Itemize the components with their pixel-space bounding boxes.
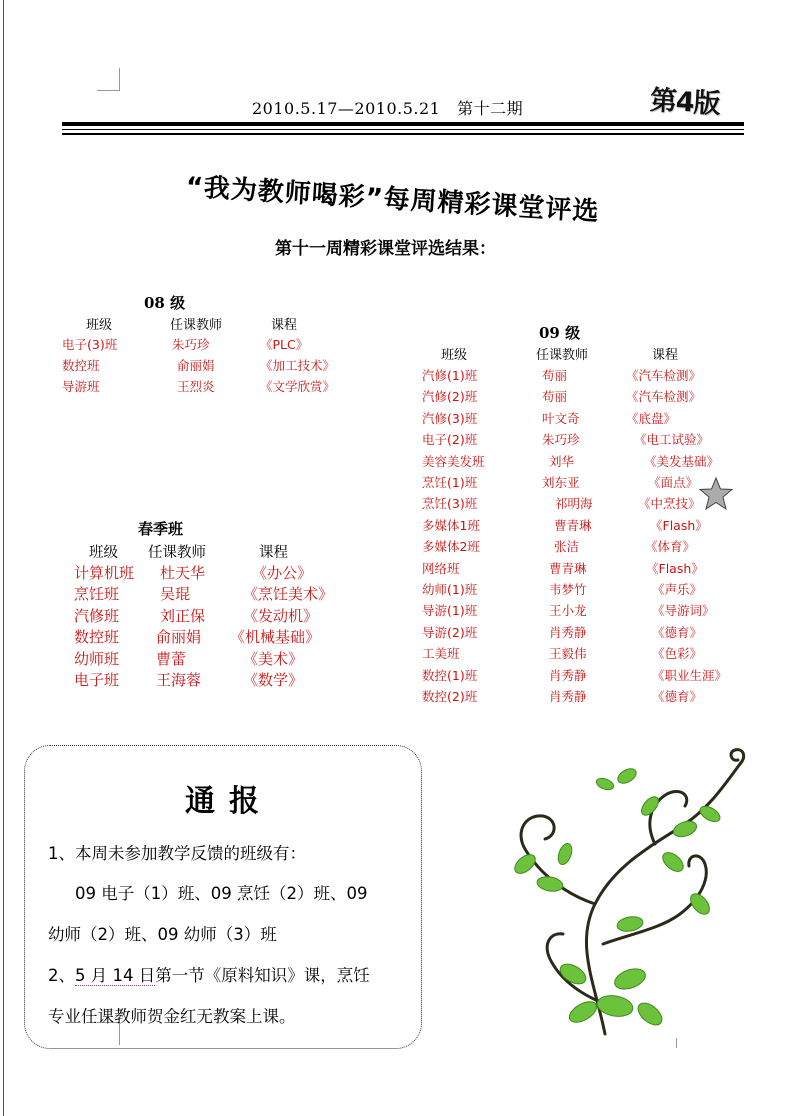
header-rule <box>62 129 744 130</box>
grade08-header-course: 课程 <box>271 318 298 333</box>
spring-header-course: 课程 <box>259 545 288 561</box>
main-title: “我为教师喝彩”每周精彩课堂评选 <box>184 172 601 228</box>
grade09-cell: 祁明海 <box>555 496 593 512</box>
grade08-cell: 朱巧珍 <box>172 337 210 352</box>
notice-line-1: 1、本周未参加教学反馈的班级有： <box>48 844 306 863</box>
grade09-cell: 电子(2)班 <box>422 432 478 448</box>
vine-illustration <box>455 744 755 1036</box>
notice-line-4 <box>48 962 370 986</box>
grade09-cell: 王毅伟 <box>549 646 587 662</box>
grade09-cell: 肖秀静 <box>549 624 587 640</box>
notice-line-3: 幼师（2）班、09 幼师（3）班 <box>48 925 277 944</box>
grade09-cell: 《导游词》 <box>652 603 715 619</box>
grade09-header-course: 课程 <box>652 348 679 363</box>
grade09-cell: 《底盘》 <box>626 410 677 426</box>
notice-line-4-rest: 第一节《原料知识》课，烹饪 <box>155 966 370 985</box>
grade08-cell: 导游班 <box>62 379 100 394</box>
grade09-cell: 美容美发班 <box>422 453 485 469</box>
header-date-issue: 2010.5.17—2010.5.21 第十二期 <box>252 99 524 118</box>
grade09-cell: 多媒体2班 <box>422 539 480 555</box>
grade09-cell: 《Flash》 <box>646 560 704 576</box>
grade08-header-class: 班级 <box>86 318 113 333</box>
grade09-title: 09 级 <box>539 324 581 342</box>
spring-header-teacher: 任课教师 <box>148 545 206 561</box>
grade08-cell: 数控班 <box>62 358 100 373</box>
grade09-cell: 《声乐》 <box>652 582 703 597</box>
grade09-cell: 苟丽 <box>542 368 568 383</box>
grade09-cell: 刘华 <box>549 453 575 469</box>
spring-cell: 《烹饪美术》 <box>243 585 334 603</box>
notice-line-4-prefix: 2、 <box>48 966 75 985</box>
grade08-title: 08 级 <box>144 294 186 312</box>
grade09-cell: 《中烹技》 <box>638 496 701 512</box>
notice-line-4-date: 5 月 14 日 <box>75 966 156 985</box>
grade09-cell: 张洁 <box>554 539 580 555</box>
spring-cell: 幼师班 <box>74 650 120 668</box>
spring-cell: 计算机班 <box>74 564 135 582</box>
grade08-cell: 《加工技术》 <box>260 358 336 373</box>
spring-cell: 《美术》 <box>243 650 304 668</box>
grade09-cell: 曹青琳 <box>549 560 587 576</box>
spring-cell: 《数学》 <box>243 671 304 689</box>
grade08-cell: 电子(3)班 <box>62 337 118 352</box>
grade09-cell: 数控(1)班 <box>422 667 478 683</box>
grade09-cell: 《Flash》 <box>650 517 708 533</box>
grade09-cell: 汽修(1)班 <box>422 368 478 383</box>
grade09-cell: 苟丽 <box>542 389 568 405</box>
grade09-cell: 朱巧珍 <box>542 432 580 448</box>
edition-label: 第4版 <box>649 85 721 120</box>
star-icon <box>697 476 735 512</box>
grade09-cell: 烹饪(1)班 <box>422 475 478 490</box>
grade09-cell: 《职业生涯》 <box>652 667 728 683</box>
spring-header-class: 班级 <box>89 545 118 561</box>
notice-line-5: 专业任课教师贺金红无教案上课。 <box>48 1007 296 1026</box>
grade09-cell: 幼师(1)班 <box>422 582 478 597</box>
grade09-header-class: 班级 <box>441 348 468 363</box>
grade09-cell: 肖秀静 <box>549 667 587 683</box>
grade09-cell: 韦梦竹 <box>549 582 587 597</box>
grade08-header-teacher: 任课教师 <box>170 318 223 333</box>
grade09-cell: 导游(2)班 <box>422 624 478 640</box>
grade09-cell: 曹青琳 <box>554 517 592 533</box>
spring-cell: 王海蓉 <box>156 671 202 689</box>
spring-cell: 《机械基础》 <box>230 628 321 646</box>
crop-mark-top-left <box>97 68 120 91</box>
grade09-cell: 网络班 <box>422 560 460 576</box>
subtitle: 第十一周精彩课堂评选结果： <box>275 239 496 259</box>
spring-cell: 俞丽娟 <box>156 628 202 646</box>
grade08-cell: 俞丽娟 <box>177 358 215 373</box>
grade09-cell: 《面点》 <box>648 475 699 490</box>
spring-cell: 吴琨 <box>160 585 191 603</box>
grade09-header-teacher: 任课教师 <box>536 348 589 363</box>
grade09-cell: 叶文奇 <box>542 410 580 426</box>
grade09-cell: 《美发基础》 <box>644 453 720 469</box>
grade08-cell: 《PLC》 <box>260 337 309 352</box>
grade09-cell: 《德育》 <box>652 624 703 640</box>
spring-cell: 刘正保 <box>160 607 206 625</box>
grade09-cell: 《电工试验》 <box>634 432 710 448</box>
spring-cell: 曹蕾 <box>156 650 187 668</box>
header-rule <box>62 133 744 135</box>
grade09-cell: 《色彩》 <box>652 646 703 662</box>
grade08-cell: 王烈炎 <box>177 379 215 394</box>
grade09-cell: 工美班 <box>422 646 460 662</box>
grade09-cell: 多媒体1班 <box>422 517 480 533</box>
grade09-cell: 导游(1)班 <box>422 603 478 619</box>
spring-title: 春季班 <box>138 520 184 538</box>
grade09-cell: 《汽车检测》 <box>626 368 702 383</box>
spring-cell: 杜天华 <box>160 564 206 582</box>
grade09-cell: 《汽车检测》 <box>626 389 702 405</box>
grade09-cell: 数控(2)班 <box>422 689 478 704</box>
spring-cell: 电子班 <box>74 671 120 689</box>
header-rule <box>62 122 744 126</box>
notice-line-2: 09 电子（1）班、09 烹饪（2）班、09 <box>75 884 368 903</box>
grade09-cell: 汽修(2)班 <box>422 389 478 405</box>
spring-cell: 烹饪班 <box>74 585 120 603</box>
grade09-cell: 烹饪(3)班 <box>422 496 478 512</box>
crop-mark-bottom-right <box>676 1038 677 1048</box>
grade09-cell: 肖秀静 <box>549 689 587 704</box>
spring-cell: 汽修班 <box>74 607 120 625</box>
grade09-cell: 王小龙 <box>549 603 587 619</box>
grade09-cell: 《德育》 <box>652 689 703 704</box>
grade09-cell: 《体育》 <box>645 539 696 555</box>
grade08-cell: 《文学欣赏》 <box>260 379 336 394</box>
page-edge <box>3 0 4 1116</box>
grade09-cell: 刘东亚 <box>542 475 580 490</box>
spring-cell: 数控班 <box>74 628 120 646</box>
spring-cell: 《办公》 <box>252 564 313 582</box>
notice-title: 通报 <box>185 784 273 819</box>
grade09-cell: 汽修(3)班 <box>422 410 478 426</box>
spring-cell: 《发动机》 <box>243 607 319 625</box>
